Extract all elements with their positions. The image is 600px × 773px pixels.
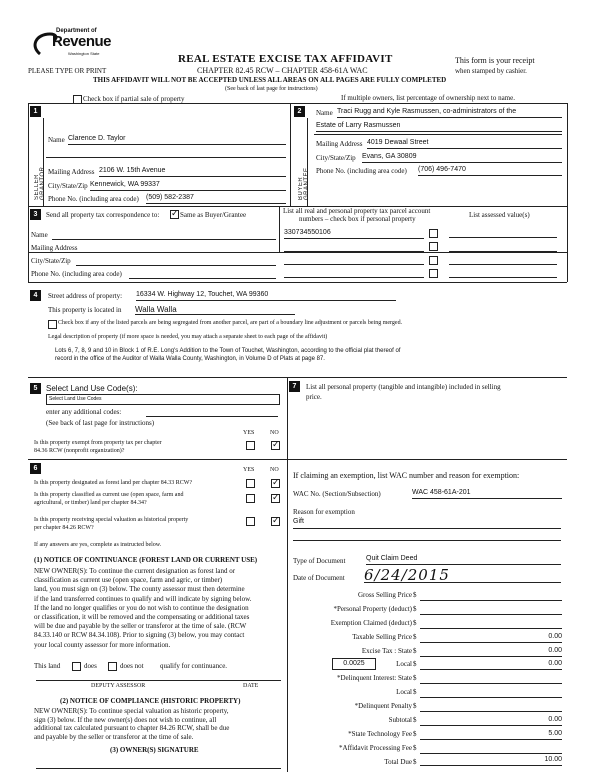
personal-property-label-2: price.	[306, 393, 322, 401]
notice1-line: 84.33.140 or RCW 84.34.108). Prior to signing (3) below, you may contact	[34, 631, 245, 640]
buyer-address-field[interactable]: 4019 Dewaal Street	[367, 139, 562, 149]
land-does-not-checkbox[interactable]	[108, 662, 117, 671]
reason-field[interactable]: Gift	[293, 518, 304, 525]
exempt-no-checkbox[interactable]	[271, 441, 280, 450]
tax-table	[290, 591, 562, 771]
notice1-title: (1) NOTICE OF CONTINUANCE (FOREST LAND OR CURRENT USE)	[34, 556, 258, 564]
section-5-badge: 5	[30, 383, 41, 394]
qualify-label: qualify for continuance.	[160, 662, 228, 670]
subtotal-field[interactable]	[420, 716, 562, 726]
processing-fee-field[interactable]	[420, 744, 562, 754]
buyer-address-label: Mailing Address	[316, 140, 363, 148]
section-1-badge: 1	[30, 106, 41, 117]
current-use-q2: agricultural, or timber) land per chapter 84.34?	[34, 500, 147, 506]
excise-local-field[interactable]	[420, 660, 562, 670]
section-2-badge: 2	[294, 106, 305, 117]
sec6-yes: YES	[243, 467, 255, 473]
multiple-owners-note: If multiple owners, list percentage of ownership next to name.	[341, 94, 515, 102]
form-title: REAL ESTATE EXCISE TAX AFFIDAVIT	[178, 53, 393, 65]
section-3-badge: 3	[30, 209, 41, 220]
doc-type-field[interactable]: Quit Claim Deed	[366, 555, 561, 565]
seller-phone-field[interactable]: (509) 582-2387	[146, 194, 286, 204]
processing-fee-label: *Affidavit Processing Fee	[339, 744, 412, 752]
this-land-label: This land	[34, 662, 61, 670]
corr-address-label: Mailing Address	[31, 244, 78, 252]
wac-field[interactable]: WAC 458-61A-201	[412, 489, 562, 499]
notice2-line: and payable by the seller or transferor at the time of sale.	[34, 732, 194, 741]
exemption-claim-label: If claiming an exemption, list WAC number and reason for exemption:	[293, 471, 520, 480]
tech-fee-label: *State Technology Fee	[348, 730, 412, 738]
excise-local-label: Local	[396, 660, 412, 668]
notice1-line: will be due and payable by the seller or transferor at the time of sale. (RCW	[34, 622, 247, 631]
excise-state-label: Excise Tax : State	[361, 647, 412, 655]
receipt-note-2: when stamped by cashier.	[455, 67, 527, 75]
dollar-sign: $	[413, 744, 417, 752]
buyer-grantee-label: BUYER	[298, 176, 304, 200]
owner-signature-line[interactable]	[36, 768, 281, 769]
historic-q1: Is this property receiving special valuation as historical property	[34, 517, 189, 523]
form-subtitle: CHAPTER 82.45 RCW – CHAPTER 458-61A WAC	[197, 66, 368, 75]
delinq-interest-state-label: *Delinquent Interest: State	[336, 674, 412, 682]
notice1-line: or classification, it will be removed and the compensating or additional taxes	[34, 613, 250, 622]
reason-label: Reason for exemption	[293, 508, 355, 516]
parcel-header-2: numbers – check box if personal property	[299, 215, 416, 223]
dollar-sign: $	[413, 605, 417, 613]
does-label: does	[84, 662, 97, 670]
dor-logo	[28, 28, 118, 68]
taxable-price-field[interactable]	[420, 633, 562, 643]
gross-price-field[interactable]	[420, 591, 562, 601]
parcel-3-personal-checkbox[interactable]	[429, 256, 438, 265]
legal-description-label: Legal description of property (if more space is needed, you may attach a separate sheet to each page of the affidavit)	[48, 334, 328, 340]
dollar-sign: $	[413, 688, 417, 696]
subtotal-value: 0.00	[548, 716, 562, 723]
current-use-no-checkbox[interactable]	[271, 494, 280, 503]
dollar-sign: $	[413, 702, 417, 710]
sec6-no: NO	[270, 467, 279, 473]
gross-price-label: Gross Selling Price	[357, 591, 412, 599]
corr-phone-label: Phone No. (including area code)	[31, 270, 122, 278]
corr-name-label: Name	[31, 231, 48, 239]
personal-property-label-1: List all personal property (tangible and intangible) included in selling	[306, 383, 501, 391]
segregated-label: Check box if any of the listed parcels are being segregated from another parcel, are part of a boundary line adjustment or parcels being merged.	[58, 320, 403, 326]
exempt-q2: 84.36 RCW (nonprofit organization)?	[34, 448, 125, 454]
partial-sale-label: Check box if partial sale of property	[83, 95, 185, 103]
assessed-value-2[interactable]	[449, 251, 557, 252]
buyer-phone-field[interactable]: (706) 496-7470	[418, 166, 562, 176]
doc-date-field[interactable]: 6/24/2015	[364, 568, 561, 583]
corr-city-label: City/State/Zip	[31, 257, 71, 265]
see-back-header: (See back of last page for instructions)	[225, 86, 318, 92]
delinq-penalty-label: *Delinquent Penalty	[354, 702, 412, 710]
wac-label: WAC No. (Section/Subsection)	[293, 490, 381, 498]
same-as-buyer-label: Same as Buyer/Grantee	[180, 211, 247, 219]
buyer-city-label: City/State/Zip	[316, 154, 356, 162]
section-4-badge: 4	[30, 290, 41, 301]
local-rate-box[interactable]: 0.0025	[332, 658, 376, 670]
if-any-yes: If any answers are yes, complete as instructed below.	[34, 542, 162, 548]
tech-fee-value: 5.00	[548, 730, 562, 737]
street-address-label: Street address of property:	[48, 292, 123, 300]
excise-state-field[interactable]	[420, 647, 562, 657]
buyer-city-field[interactable]: Evans, GA 30809	[362, 153, 562, 163]
personal-deduct-field[interactable]	[420, 605, 562, 615]
parcel-1-personal-checkbox[interactable]	[429, 229, 438, 238]
notice1-line: classification as current use (open space, farm and agric, or timber)	[34, 576, 223, 585]
delinq-penalty-field[interactable]	[420, 702, 562, 712]
please-type: PLEASE TYPE OR PRINT	[28, 67, 107, 75]
seller-name-label: Name	[48, 136, 65, 144]
dollar-sign: $	[413, 674, 417, 682]
notice1-line: if the land transferred continues to qualify and will indicate by signing below.	[34, 594, 252, 603]
notice1-line: your local county assessor for more information.	[34, 640, 171, 649]
notice2-line: NEW OWNER(S): To continue special valuation as historic property,	[34, 707, 229, 715]
exemption-deduct-label: Exemption Claimed (deduct)	[330, 619, 412, 627]
taxable-price-label: Taxable Selling Price	[352, 633, 412, 641]
buyer-name-field-2[interactable]: Estate of Larry Rasmussen	[316, 122, 562, 132]
notice2-title: (2) NOTICE OF COMPLIANCE (HISTORIC PROPERTY)	[60, 697, 241, 705]
seller-city-label: City/State/Zip	[48, 182, 88, 190]
send-correspondence-label: Send all property tax correspondence to:	[46, 211, 160, 219]
notice1-line: NEW OWNER(S): To continue the current designation as forest land or	[34, 567, 236, 575]
legal-description-2[interactable]: record in the office of the Auditor of Walla Walla County, Washington, in Volume D of Plats at page 87.	[55, 356, 325, 362]
legal-description-1[interactable]: Lots 6, 7, 8, 9 and 10 in Block 1 of R.E. Long's Addition to the Town of Touchet, Washington, according to the official plat thereof of	[55, 348, 401, 354]
doc-date-label: Date of Document	[293, 574, 345, 582]
deputy-assessor-label: DEPUTY ASSESSOR	[91, 683, 146, 689]
seller-city-field[interactable]: Kennewick, WA 99337	[90, 181, 286, 191]
sec5-no: NO	[270, 430, 279, 436]
total-due-label: Total Due	[384, 758, 412, 766]
total-due-value: 10.00	[544, 756, 562, 763]
assessed-header: List assessed value(s)	[469, 211, 530, 219]
buyer-name-label: Name	[316, 109, 333, 117]
notice1-line: land, you must sign on (3) below. The county assessor must then determine	[34, 585, 245, 594]
historic-no-checkbox[interactable]	[271, 517, 280, 526]
parcel-2-personal-checkbox[interactable]	[429, 242, 438, 251]
forest-no-checkbox[interactable]	[271, 479, 280, 488]
seller-name-field[interactable]: Clarence D. Taylor	[68, 135, 286, 145]
notice1-line: If the land no longer qualifies or you do not wish to continue the designation	[34, 603, 249, 612]
notice2-line: additional tax calculated pursuant to chapter 84.26 RCW, shall be due	[34, 724, 230, 733]
sec5-yes: YES	[243, 430, 255, 436]
tech-fee-field[interactable]	[420, 730, 562, 740]
dollar-sign: $	[413, 619, 417, 627]
land-does-checkbox[interactable]	[72, 662, 81, 671]
owner-signature-label: (3) OWNER(S) SIGNATURE	[110, 746, 199, 754]
forest-yes-checkbox[interactable]	[246, 479, 255, 488]
seller-address-label: Mailing Address	[48, 168, 95, 176]
delinq-interest-local-field[interactable]	[420, 688, 562, 698]
assessed-value-1[interactable]	[449, 237, 557, 238]
street-address-field[interactable]: 16334 W. Highway 12, Touchet, WA 99360	[136, 291, 396, 301]
buyer-name-field-1[interactable]: Traci Rugg and Kyle Rasmussen, co-administrators of the	[337, 108, 562, 118]
historic-q2: per chapter 84.26 RCW?	[34, 525, 94, 531]
dollar-sign: $	[413, 758, 417, 766]
exempt-yes-checkbox[interactable]	[246, 441, 255, 450]
current-use-yes-checkbox[interactable]	[246, 494, 255, 503]
personal-property-area[interactable]	[306, 403, 561, 453]
forest-q: Is this property designated as forest land per chapter 84.33 RCW?	[34, 480, 193, 486]
parcel-number-1[interactable]: 330734550106	[284, 229, 424, 239]
dept-line1: Department of	[56, 28, 97, 34]
date-label: DATE	[243, 683, 259, 689]
dollar-sign: $	[413, 660, 417, 668]
notice1-body	[34, 567, 286, 650]
total-due-field[interactable]	[420, 756, 562, 766]
receipt-note-1: This form is your receipt	[455, 56, 535, 65]
additional-codes-label: enter any additional codes:	[46, 408, 122, 416]
excise-local-value: 0.00	[548, 660, 562, 667]
parcel-4-personal-checkbox[interactable]	[429, 269, 438, 278]
land-use-label: Select Land Use Code(s):	[46, 384, 138, 393]
deputy-signature-line[interactable]	[36, 680, 281, 681]
dept-line3: Washington State	[68, 51, 100, 56]
located-label: This property is located in	[48, 306, 122, 314]
personal-deduct-label: *Personal Property (deduct)	[333, 605, 412, 613]
exempt-q1: Is this property exempt from property tax per chapter	[34, 440, 162, 446]
located-field[interactable]: Walla Walla	[135, 305, 295, 315]
dollar-sign: $	[413, 591, 417, 599]
delinq-interest-state-field[interactable]	[420, 674, 562, 684]
land-use-select[interactable]	[46, 394, 280, 405]
doc-type-label: Type of Document	[293, 557, 346, 565]
seller-grantor-label: SELLER	[34, 173, 40, 200]
same-as-buyer-checkbox[interactable]	[170, 210, 179, 219]
taxable-price-value: 0.00	[548, 633, 562, 640]
excise-state-value: 0.00	[548, 647, 562, 654]
buyer-phone-label: Phone No. (including area code)	[316, 167, 407, 175]
dollar-sign: $	[413, 647, 417, 655]
current-use-q1: Is this property classified as current use (open space, farm and	[34, 492, 184, 498]
land-use-select-value: Select Land Use Codes	[49, 396, 102, 402]
notice2-line: sign (3) below. If the new owner(s) does not wish to continue, all	[34, 715, 217, 724]
delinq-interest-local-label: Local	[396, 688, 412, 696]
segregated-checkbox[interactable]	[48, 320, 57, 329]
seller-address-field[interactable]: 2106 W. 15th Avenue	[99, 167, 286, 177]
dollar-sign: $	[413, 730, 417, 738]
exemption-deduct-field[interactable]	[420, 619, 562, 629]
form-warning: THIS AFFIDAVIT WILL NOT BE ACCEPTED UNLESS ALL AREAS ON ALL PAGES ARE FULLY COMPLETED	[93, 76, 447, 84]
historic-yes-checkbox[interactable]	[246, 517, 255, 526]
dollar-sign: $	[413, 716, 417, 724]
seller-phone-label: Phone No. (including area code)	[48, 195, 139, 203]
does-not-label: does not	[120, 662, 144, 670]
notice2-body	[34, 707, 286, 741]
parcel-header-1: List all real and personal property tax parcel account	[283, 207, 431, 215]
see-back-sec5: (See back of last page for instructions)	[46, 419, 155, 427]
dollar-sign: $	[413, 633, 417, 641]
section-7-badge: 7	[289, 381, 300, 392]
dept-line2: Revenue	[52, 33, 112, 50]
section-6-badge: 6	[30, 463, 41, 474]
subtotal-label: Subtotal	[388, 716, 412, 724]
